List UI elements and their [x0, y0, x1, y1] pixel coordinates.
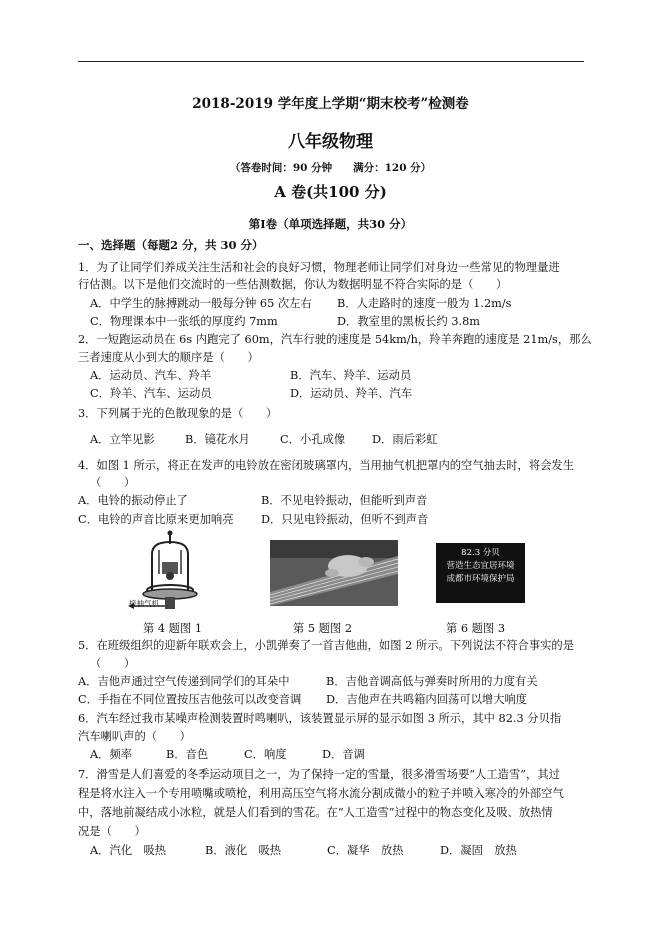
q2-option-b: B．汽车、羚羊、运动员	[290, 369, 412, 382]
q6-stem-line1: 6．汽车经过我市某噪声检测装置时鸣喇叭，该装置显示屏的显示如图 3 所示，其中 82.3 分贝指	[78, 712, 562, 725]
q7-stem-line4: 况是（ ）	[78, 825, 146, 838]
q2-stem-line1: 2．一短跑运动员在 6s 内跑完了 60m，汽车行驶的速度是 54km/h，羚羊奔跑的速度是 21m/s，那么	[78, 333, 592, 346]
display-agency: 成都市环境保护局	[446, 574, 515, 584]
q5-option-a: A．吉他声通过空气传递到同学们的耳朵中	[78, 675, 290, 688]
pump-label: 接抽气机	[129, 599, 159, 608]
q4-option-b: B．不见电铃振动，但能听到声音	[261, 494, 428, 507]
guitar-photo	[270, 540, 398, 606]
q5-option-c: C．手指在不同位置按压吉他弦可以改变音调	[78, 693, 302, 706]
q4-option-c: C．电铃的声音比原来更加响亮	[78, 513, 234, 526]
q3-option-c: C．小孔成像	[280, 433, 346, 446]
q5-option-b: B．吉他音调高低与弹奏时所用的力度有关	[326, 675, 538, 688]
q4-stem-line1: 4．如图 1 所示，将正在发声的电铃放在密闭玻璃罩内，当用抽气机把罩内的空气抽去时，将会发生	[78, 459, 575, 472]
q7-option-a: A．汽化 吸热	[90, 844, 166, 857]
q5-option-d: D．吉他声在共鸣箱内回荡可以增大响度	[326, 693, 528, 706]
q6-option-d: D．音调	[322, 748, 365, 761]
q7-stem-line3: 中，落地前凝结成小冰粒，就是人们看到的雪花。在“人工造雪”过程中的物态变化及吸、放热情	[78, 806, 553, 819]
q1-option-b: B．人走路时的速度一般为 1.2m/s	[337, 297, 512, 310]
q3-option-b: B．镜花水月	[185, 433, 250, 446]
q7-option-d: D．凝固 放热	[440, 844, 517, 857]
figure-caption-3: 第 6 题图 3	[446, 622, 506, 635]
q7-option-c: C．凝华 放热	[327, 844, 404, 857]
q7-option-b: B．液化 吸热	[205, 844, 282, 857]
subject-title: 八年级物理	[288, 132, 373, 152]
q1-stem-line2: 行估测。以下是他们交流时的一些估测数据，你认为数据明显不符合实际的是（ ）	[78, 278, 508, 291]
q5-stem-line2: （ ）	[90, 657, 136, 670]
q2-option-c: C．羚羊、汽车、运动员	[90, 387, 212, 400]
q2-option-a: A．运动员、汽车、羚羊	[90, 369, 212, 382]
q2-stem-line2: 三者速度从小到大的顺序是（ ）	[78, 351, 259, 364]
decibel-reading: 82.3 分贝	[461, 548, 500, 558]
q6-stem-line2: 汽车喇叭声的（ ）	[78, 730, 191, 743]
q3-option-a: A．立竿见影	[90, 433, 155, 446]
q3-stem: 3．下列属于光的色散现象的是（ ）	[78, 407, 278, 420]
display-slogan: 营造生态宜居环境	[446, 561, 515, 571]
q3-option-d: D．雨后彩虹	[372, 433, 438, 446]
section-heading: 一、选择题（每题2 分，共 30 分）	[78, 238, 264, 252]
top-rule	[78, 61, 584, 62]
q1-option-c: C．物理课本中一张纸的厚度约 7mm	[90, 315, 278, 328]
q6-option-b: B．音色	[166, 748, 209, 761]
q4-option-a: A．电铃的振动停止了	[78, 494, 188, 507]
paper-title: A 卷(共100 分)	[274, 183, 387, 201]
q1-option-a: A．中学生的脉搏跳动一般每分钟 65 次左右	[90, 297, 312, 310]
q1-option-d: D．教室里的黑板长约 3.8m	[337, 315, 480, 328]
time-info: （答卷时间：90 分钟 满分：120 分）	[229, 162, 432, 174]
noise-display-figure	[436, 543, 525, 603]
q6-option-a: A．频率	[90, 748, 133, 761]
figure-caption-1: 第 4 题图 1	[143, 622, 203, 635]
q5-stem-line1: 5．在班级组织的迎新年联欢会上，小凯弹奏了一首吉他曲，如图 2 所示。下列说法不符合事实的是	[78, 639, 575, 652]
q2-option-d: D．运动员、羚羊、汽车	[290, 387, 413, 400]
q7-stem-line2: 程是将水注入一个专用喷嘴或喷枪，利用高压空气将水流分割成微小的粒子并喷入寒冷的外部空气	[78, 787, 564, 800]
q4-stem-line2: （ ）	[90, 476, 136, 489]
q7-stem-line1: 7．滑雪是人们喜爱的冬季运动项目之一，为了保持一定的雪量，很多滑雪场要“人工造雪”，其过	[78, 768, 560, 781]
figure-caption-2: 第 5 题图 2	[293, 622, 353, 635]
part-title: 第Ⅰ卷（单项选择题，共30 分）	[248, 217, 413, 231]
q6-option-c: C．响度	[244, 748, 287, 761]
q1-stem-line1: 1．为了让同学们养成关注生活和社会的良好习惯，物理老师让同学们对身边一些常见的物理量进	[78, 261, 560, 274]
exam-title: 2018-2019 学年度上学期“期末校考”检测卷	[192, 96, 469, 112]
q4-option-d: D．只见电铃振动，但听不到声音	[261, 513, 429, 526]
